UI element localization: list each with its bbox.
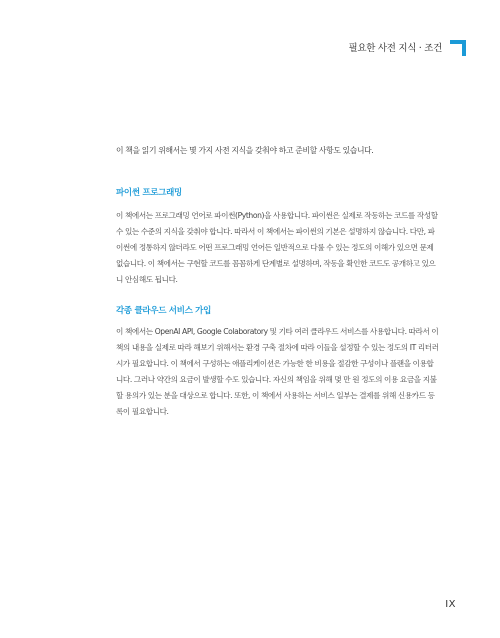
- body-line: 니다. 그러나 약간의 요금이 발생할 수도 있습니다. 자신의 책임을 위해 몇 만 원 정도의 이용 요금을 지불: [116, 375, 437, 385]
- page-number: IX: [445, 599, 456, 610]
- section-heading-cloud: 각종 클라우드 서비스 가입: [116, 306, 211, 316]
- section-heading-python: 파이썬 프로그래밍: [116, 188, 182, 198]
- running-header: [349, 38, 467, 56]
- body-line: 시가 필요합니다. 이 책에서 구성하는 애플리케이션은 가능한 한 비용을 절감한 구성이나 플랜을 이용합: [116, 359, 434, 369]
- corner-bracket-icon: [450, 40, 466, 56]
- body-line: 록이 필요합니다.: [116, 407, 169, 417]
- section-body-python: [116, 208, 438, 288]
- body-line: 없습니다. 이 책에서는 구현할 코드를 꼼꼼하게 단계별로 설명하며, 작동을 확인한 코드도 공개하고 있으: [116, 259, 436, 269]
- chapter-title: 필요한 사전 지식 · 조건: [348, 43, 442, 54]
- body-line: 이썬에 정통하지 않더라도 어떤 프로그래밍 언어든 일반적으로 다룰 수 있는 정도의 이해가 있으면 문제: [116, 243, 434, 253]
- body-line: 니 안심해도 됩니다.: [116, 275, 178, 285]
- body-line: 할 용의가 있는 분을 대상으로 합니다. 또한, 이 책에서 사용하는 서비스 일부는 결제를 위해 신용카드 등: [116, 391, 435, 401]
- intro-paragraph: 이 책을 읽기 위해서는 몇 가지 사전 지식을 갖춰야 하고 준비할 사항도 있습니다.: [116, 146, 374, 155]
- section-body-cloud: [116, 324, 439, 421]
- body-line: 이 책에서는 프로그래밍 언어로 파이썬(Python)을 사용합니다. 파이썬은 실제로 작동하는 코드를 작성할: [116, 211, 438, 220]
- body-line: 수 있는 수준의 지식을 갖춰야 합니다. 따라서 이 책에서는 파이썬의 기본은 설명하지 않습니다. 다만, 파: [116, 227, 435, 237]
- body-line: 이 책에서는 OpenAI API, Google Colaboratory 및 기타 여러 클라우드 서비스를 사용합니다. 따라서 이: [116, 327, 439, 336]
- body-line: 책의 내용을 실제로 따라 해보기 위해서는 환경 구축 절차에 따라 이들을 설정할 수 있는 정도의 IT 리터러: [116, 343, 439, 353]
